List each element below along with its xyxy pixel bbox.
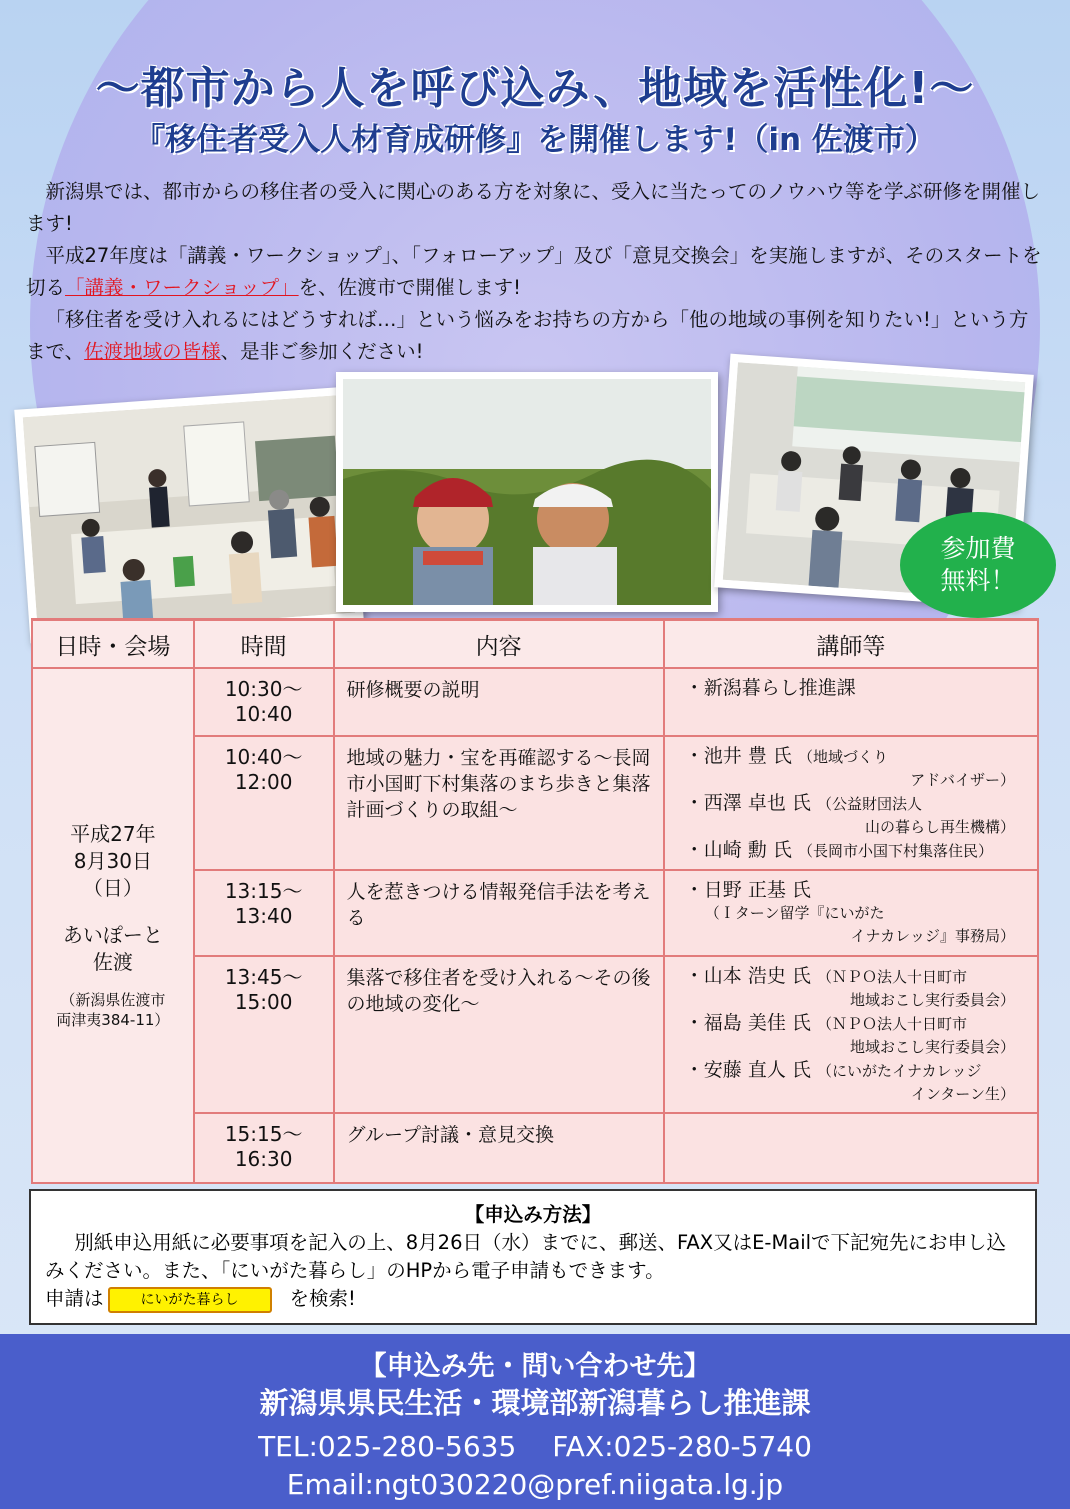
lecturer-affiliation: （にいがたイナカレッジ <box>816 1062 982 1080</box>
search-prefix: 申請は <box>45 1287 104 1310</box>
table-row <box>32 668 1038 736</box>
lecturer-affiliation: アドバイザー） <box>910 771 1015 789</box>
free-admission-badge <box>900 512 1056 618</box>
venue-name-1: あいぽーと <box>62 923 163 947</box>
lecturer-affiliation: 地域おこし実行委員会） <box>849 1038 1015 1056</box>
page-title: 〜都市から人を呼び込み、地域を活性化!〜 <box>95 63 975 114</box>
lecturer-cell <box>664 668 1038 736</box>
contact-phone-fax <box>0 1428 1070 1466</box>
time-cell <box>194 668 334 736</box>
table-header-row <box>32 620 1038 669</box>
lecturer-name: ・安藤 直人 氏 <box>684 1059 811 1081</box>
header-content: 内容 <box>334 620 664 669</box>
free-admission-line1: 参加費 <box>940 534 1016 563</box>
page-subtitle: 『移住者受入人材育成研修』を開催します!（in 佐渡市） <box>134 122 936 158</box>
date-weekday: （日） <box>82 876 143 900</box>
time-end: 16:30 <box>234 1147 293 1171</box>
lecturer-name: ・日野 正基 氏 <box>684 879 811 901</box>
intro-paragraph-3 <box>26 304 1046 368</box>
lecturer-entry <box>685 839 1025 863</box>
schedule-table <box>31 618 1039 1184</box>
lecturer-entry <box>685 792 1025 816</box>
lecturer-affiliation: （長岡市小国下村集落住民） <box>797 842 993 860</box>
lecturer-affiliation: （公益財団法人 <box>816 795 922 813</box>
time-end: 12:00 <box>234 770 293 794</box>
lecturer-name: ・山崎 勳 氏 <box>684 839 792 861</box>
application-body: 別紙申込用紙に必要事項を記入の上、8月26日（水）までに、郵送、FAX又はE-Mailで下記宛先にお申し込みください。また、「にいがた暮らし」のHPから電子申請もできます。 <box>45 1231 1007 1282</box>
intro-text-span: 「移住者を受け入れるにはどうすれば…」という悩みをお持ちの方から「他の地域の事例を知りたい!」という方まで、 <box>26 308 1029 363</box>
time-cell <box>194 1113 334 1183</box>
time-end: 13:40 <box>234 904 293 928</box>
date-year: 平成27年 <box>70 822 156 846</box>
date-day: 8月30日 <box>73 849 152 873</box>
header-lecturer: 講師等 <box>664 620 1038 669</box>
time-cell <box>194 736 334 870</box>
time-end: 15:00 <box>234 990 293 1014</box>
content-cell: 人を惹きつける情報発信手法を考える <box>334 870 664 956</box>
photo-meeting-room <box>14 387 364 644</box>
lecturer-name: ・山本 浩史 氏 <box>684 965 811 987</box>
time-end: 10:40 <box>234 702 293 726</box>
lecturer-name: ・池井 豊 氏 <box>684 745 792 767</box>
contact-tel: TEL:025-280-5635 <box>258 1430 517 1463</box>
time-start: 10:40〜 <box>224 745 303 769</box>
time-cell <box>194 870 334 956</box>
content-cell: 研修概要の説明 <box>334 668 664 736</box>
search-keyword-box: にいがた暮らし <box>108 1287 272 1313</box>
intro-text-span: 平成27年度は「講義・ワークショップ」、「フォローアップ」及び「意見交換会」を実施しますが、そのスタートを切る <box>26 244 1042 299</box>
venue-name-2: 佐渡 <box>92 950 133 974</box>
lecturer-affiliation: （ＮＰＯ法人十日町市 <box>816 1015 967 1033</box>
lecturer-affiliation: （地域づくり <box>797 748 888 766</box>
content-cell: 集落で移住者を受け入れる〜その後の地域の変化〜 <box>334 956 664 1113</box>
time-start: 15:15〜 <box>224 1122 303 1146</box>
content-cell: 地域の魅力・宝を再確認する〜長岡市小国町下村集落のまち歩きと集落計画づくりの取組〜 <box>334 736 664 870</box>
lecturer-entry <box>685 1059 1025 1083</box>
time-start: 13:15〜 <box>224 879 303 903</box>
contact-organization: 新潟県県民生活・環境部新潟暮らし推進課 <box>259 1386 811 1420</box>
lecturer-affiliation: 地域おこし実行委員会） <box>849 991 1015 1009</box>
lecturer-cell <box>664 956 1038 1113</box>
lecturer-affiliation: （Ｉターン留学『にいがた <box>704 904 885 922</box>
application-heading: 【申込み方法】 <box>464 1203 602 1226</box>
lecturer-entry <box>685 965 1025 989</box>
date-venue-cell <box>32 668 194 1183</box>
content-cell: グループ討議・意見交換 <box>334 1113 664 1183</box>
lecturer-affiliation: インターン生） <box>910 1085 1015 1103</box>
lecturer-entry <box>685 745 1025 769</box>
intro-highlight-sado: 佐渡地域の皆様 <box>84 340 221 363</box>
contact-footer <box>0 1334 1070 1509</box>
lecturer-name: ・新潟暮らし推進課 <box>684 677 856 699</box>
time-start: 10:30〜 <box>224 677 303 701</box>
contact-email: Email:ngt030220@pref.niigata.lg.jp <box>286 1468 784 1501</box>
header-date-venue: 日時・会場 <box>32 620 194 669</box>
lecturer-cell <box>664 870 1038 956</box>
application-method-box <box>29 1189 1037 1325</box>
photo-farmers <box>336 372 718 612</box>
lecturer-cell <box>664 736 1038 870</box>
time-start: 13:45〜 <box>224 965 303 989</box>
search-suffix: を検索! <box>289 1287 356 1310</box>
intro-text-span: 、是非ご参加ください! <box>220 340 424 363</box>
lecturer-name: ・福島 美佳 氏 <box>684 1012 811 1034</box>
intro-text <box>26 176 1046 368</box>
free-admission-line2: 無料！ <box>940 566 1016 595</box>
header-time: 時間 <box>194 620 334 669</box>
contact-heading: 【申込み先・問い合わせ先】 <box>359 1351 711 1382</box>
time-cell <box>194 956 334 1113</box>
venue-address-1: （新潟県佐渡市 <box>60 991 166 1009</box>
lecturer-entry <box>685 1012 1025 1036</box>
lecturer-affiliation: 山の暮らし再生機構） <box>864 818 1015 836</box>
lecturer-cell <box>664 1113 1038 1183</box>
application-search-line <box>31 1285 1035 1313</box>
lecturer-name: ・西澤 卓也 氏 <box>684 792 811 814</box>
intro-highlight-workshop: 「講義・ワークショップ」 <box>65 276 299 299</box>
intro-paragraph-1: 新潟県では、都市からの移住者の受入に関心のある方を対象に、受入に当たってのノウハウ等を学ぶ研修を開催します! <box>26 180 1041 235</box>
intro-text-span: を、佐渡市で開催します! <box>298 276 521 299</box>
intro-paragraph-2 <box>26 240 1046 304</box>
lecturer-affiliation: イナカレッジ』事務局） <box>850 927 1015 945</box>
venue-address-2: 両津夷384-11） <box>56 1011 170 1029</box>
lecturer-affiliation: （ＮＰＯ法人十日町市 <box>816 968 967 986</box>
contact-fax: FAX:025-280-5740 <box>552 1430 812 1463</box>
